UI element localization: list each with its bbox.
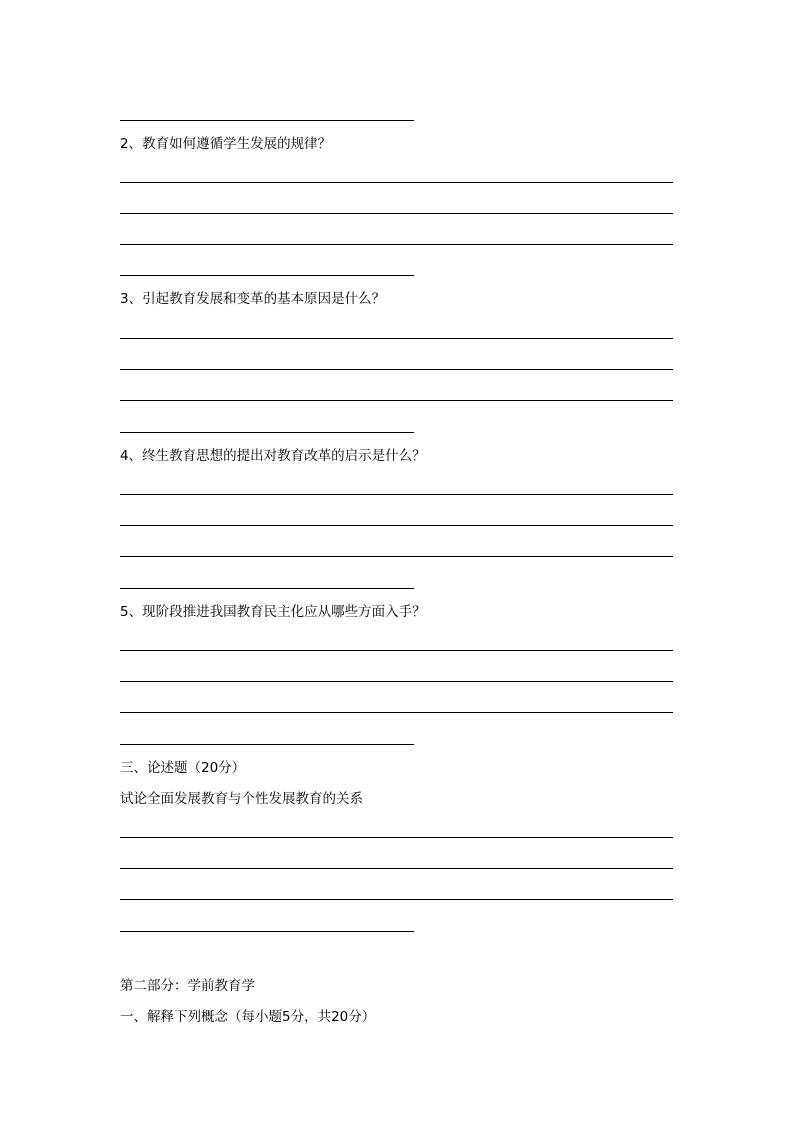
answer-line <box>120 120 414 121</box>
answer-line <box>120 712 673 713</box>
answer-line <box>120 837 673 838</box>
answer-line <box>120 338 673 339</box>
answer-line <box>120 213 673 214</box>
answer-line <box>120 275 414 276</box>
answer-line <box>120 525 673 526</box>
section-heading: 一、解释下列概念（每小题5分，共20分） <box>120 1009 376 1025</box>
answer-line <box>120 400 673 401</box>
answer-line <box>120 899 673 900</box>
section-heading: 三、论述题（20分） <box>120 760 246 776</box>
question-4: 4、终生教育思想的提出对教育改革的启示是什么？ <box>120 448 426 464</box>
answer-line <box>120 931 414 932</box>
essay-prompt: 试论全面发展教育与个性发展教育的关系 <box>120 791 363 807</box>
question-5: 5、现阶段推进我国教育民主化应从哪些方面入手？ <box>120 604 426 620</box>
question-2: 2、教育如何遵循学生发展的规律？ <box>120 136 332 152</box>
answer-line <box>120 588 414 589</box>
answer-line <box>120 744 414 745</box>
part-heading: 第二部分：学前教育学 <box>120 978 255 994</box>
answer-line <box>120 432 414 433</box>
answer-line <box>120 244 673 245</box>
answer-line <box>120 681 673 682</box>
answer-line <box>120 369 673 370</box>
answer-line <box>120 494 673 495</box>
answer-line <box>120 650 673 651</box>
answer-line <box>120 868 673 869</box>
answer-line <box>120 556 673 557</box>
answer-line <box>120 182 673 183</box>
question-3: 3、引起教育发展和变革的基本原因是什么？ <box>120 291 386 307</box>
